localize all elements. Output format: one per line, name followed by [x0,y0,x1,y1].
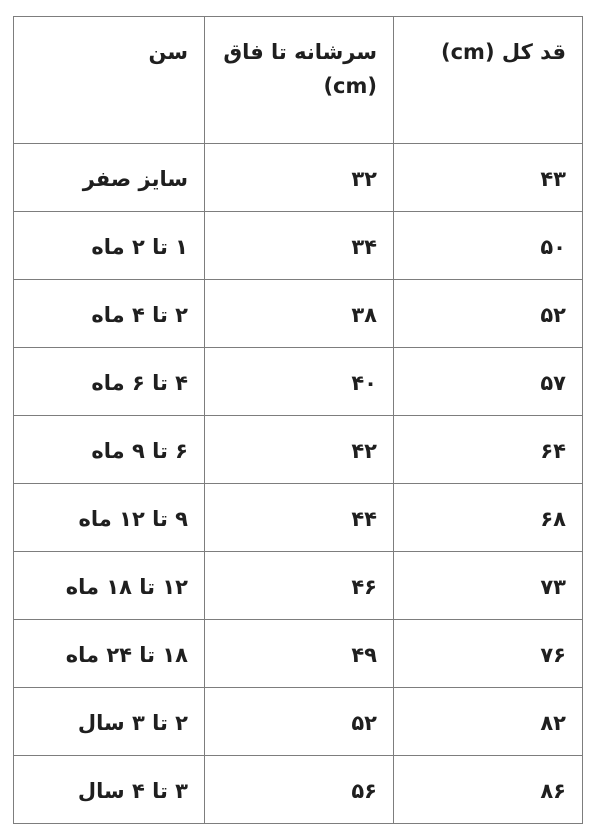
header-age: سن [14,17,205,144]
cell-total-height: ۷۶ [394,620,583,688]
cell-shoulder-to-crotch: ۵۲ [205,688,394,756]
cell-shoulder-to-crotch: ۴۲ [205,416,394,484]
cell-shoulder-to-crotch: ۴۰ [205,348,394,416]
cell-shoulder-to-crotch: ۳۲ [205,144,394,212]
cell-total-height: ۶۸ [394,484,583,552]
cell-total-height: ۸۶ [394,756,583,824]
cell-age: ۲ تا ۳ سال [14,688,205,756]
cell-shoulder-to-crotch: ۴۹ [205,620,394,688]
cell-total-height: ۴۳ [394,144,583,212]
table-row [14,416,583,484]
header-row [14,17,583,144]
cell-age: ۶ تا ۹ ماه [14,416,205,484]
table-row [14,348,583,416]
header-total-height: قد کل (cm) [394,17,583,144]
cell-age: ۲ تا ۴ ماه [14,280,205,348]
cell-age: ۱۸ تا ۲۴ ماه [14,620,205,688]
table-row [14,620,583,688]
cell-total-height: ۵۰ [394,212,583,280]
table-row [14,280,583,348]
table-row [14,144,583,212]
cell-shoulder-to-crotch: ۴۴ [205,484,394,552]
table-row [14,756,583,824]
header-shoulder-to-crotch: سرشانه تا فاق (cm) [205,17,394,144]
size-chart-table [13,16,583,824]
cell-age: ۱۲ تا ۱۸ ماه [14,552,205,620]
cell-age: ۳ تا ۴ سال [14,756,205,824]
table-row [14,484,583,552]
cell-total-height: ۵۷ [394,348,583,416]
cell-total-height: ۸۲ [394,688,583,756]
cell-total-height: ۷۳ [394,552,583,620]
cell-shoulder-to-crotch: ۵۶ [205,756,394,824]
cell-shoulder-to-crotch: ۳۸ [205,280,394,348]
cell-shoulder-to-crotch: ۳۴ [205,212,394,280]
table-row [14,552,583,620]
cell-age: سایز صفر [14,144,205,212]
cell-age: ۴ تا ۶ ماه [14,348,205,416]
cell-total-height: ۶۴ [394,416,583,484]
cell-total-height: ۵۲ [394,280,583,348]
cell-age: ۱ تا ۲ ماه [14,212,205,280]
table-row [14,688,583,756]
table-row [14,212,583,280]
table-body [14,17,583,824]
cell-shoulder-to-crotch: ۴۶ [205,552,394,620]
cell-age: ۹ تا ۱۲ ماه [14,484,205,552]
